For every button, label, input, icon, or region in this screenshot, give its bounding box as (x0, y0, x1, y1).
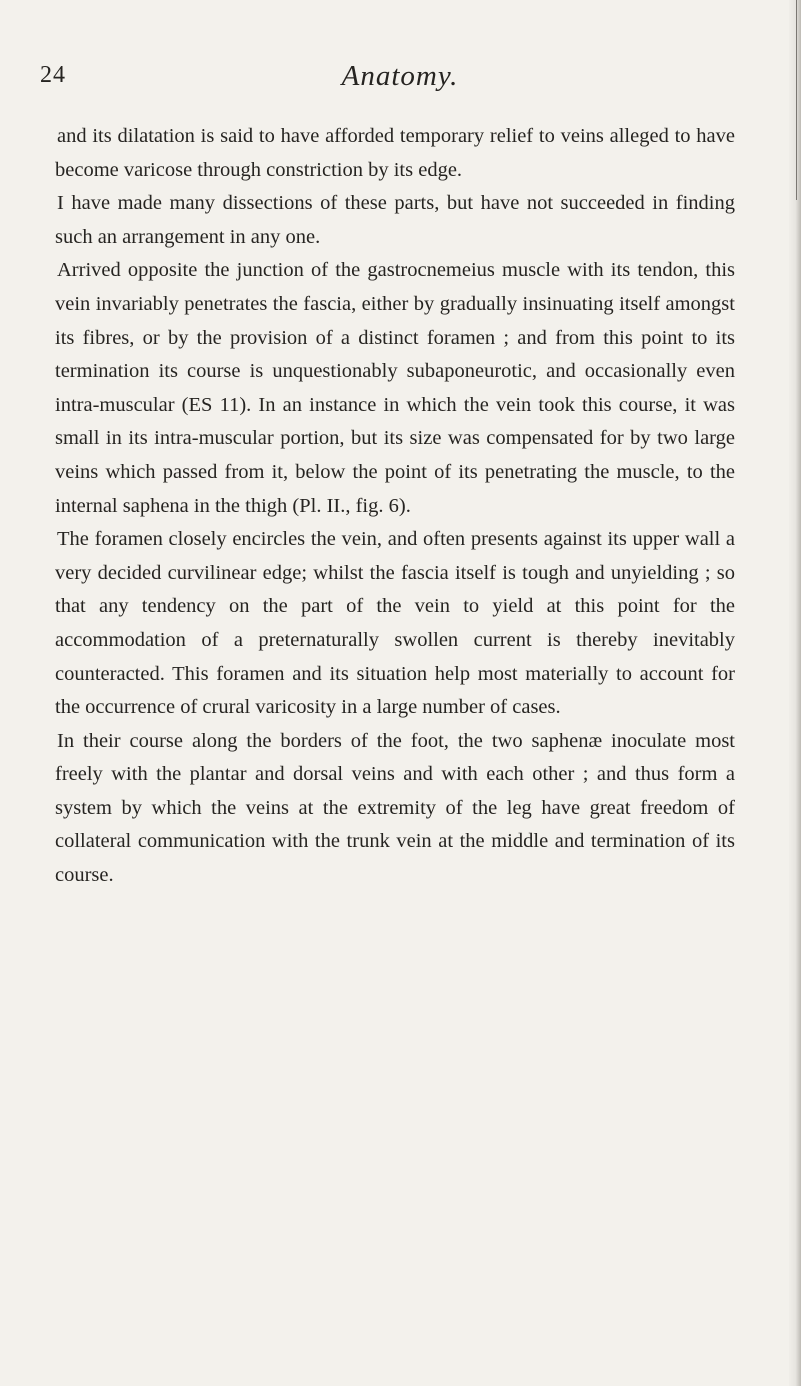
paragraph-1: and its dilatation is said to have afforded temporary relief to veins alleged to have become varicose through constriction by its edge. (55, 125, 735, 181)
running-title: Anatomy. (341, 60, 459, 92)
paragraph-5: In their course along the borders of the foot, the two saphenæ inoculate most freely with the plantar and dorsal veins and with each other ; and thus form a system by which the veins at the extremity of the leg have great freedom of collateral communication with the trunk vein at the middle and termination of its course. (55, 729, 735, 887)
body-text (55, 120, 735, 893)
page-edge (789, 0, 801, 1386)
page-edge-line (796, 0, 797, 200)
paragraph-3: Arrived opposite the junction of the gastrocnemeius muscle with its tendon, this vein invariably penetrates the fascia, either by gradually insinuating itself amongst its fibres, or by the provision of a distinct foramen ; and from this point to its termination its course is unquestionably subaponeurotic, and occasionally even intra-muscular (ES 11). In an instance in which the vein took this course, it was small in its intra-muscular portion, but its size was compensated for by two large veins which passed from it, below the point of its penetrating the muscle, to the internal saphena in the thigh (Pl. II., fig. 6). (55, 259, 735, 517)
paragraph-2: I have made many dissections of these parts, but have not succeeded in finding such an arrangement in any one. (55, 192, 735, 248)
paragraph-4: The foramen closely encircles the vein, and often presents against its upper wall a very decided curvilinear edge; whilst the fascia itself is tough and unyielding ; so that any tendency on the part of the vein to yield at this point for the accommodation of a preternaturally swollen current is thereby inevitably counteracted. This foramen and its situation help most materially to account for the occurrence of crural varicosity in a large number of cases. (55, 528, 735, 719)
page-number: 24 (40, 62, 66, 88)
page-header (40, 60, 760, 100)
